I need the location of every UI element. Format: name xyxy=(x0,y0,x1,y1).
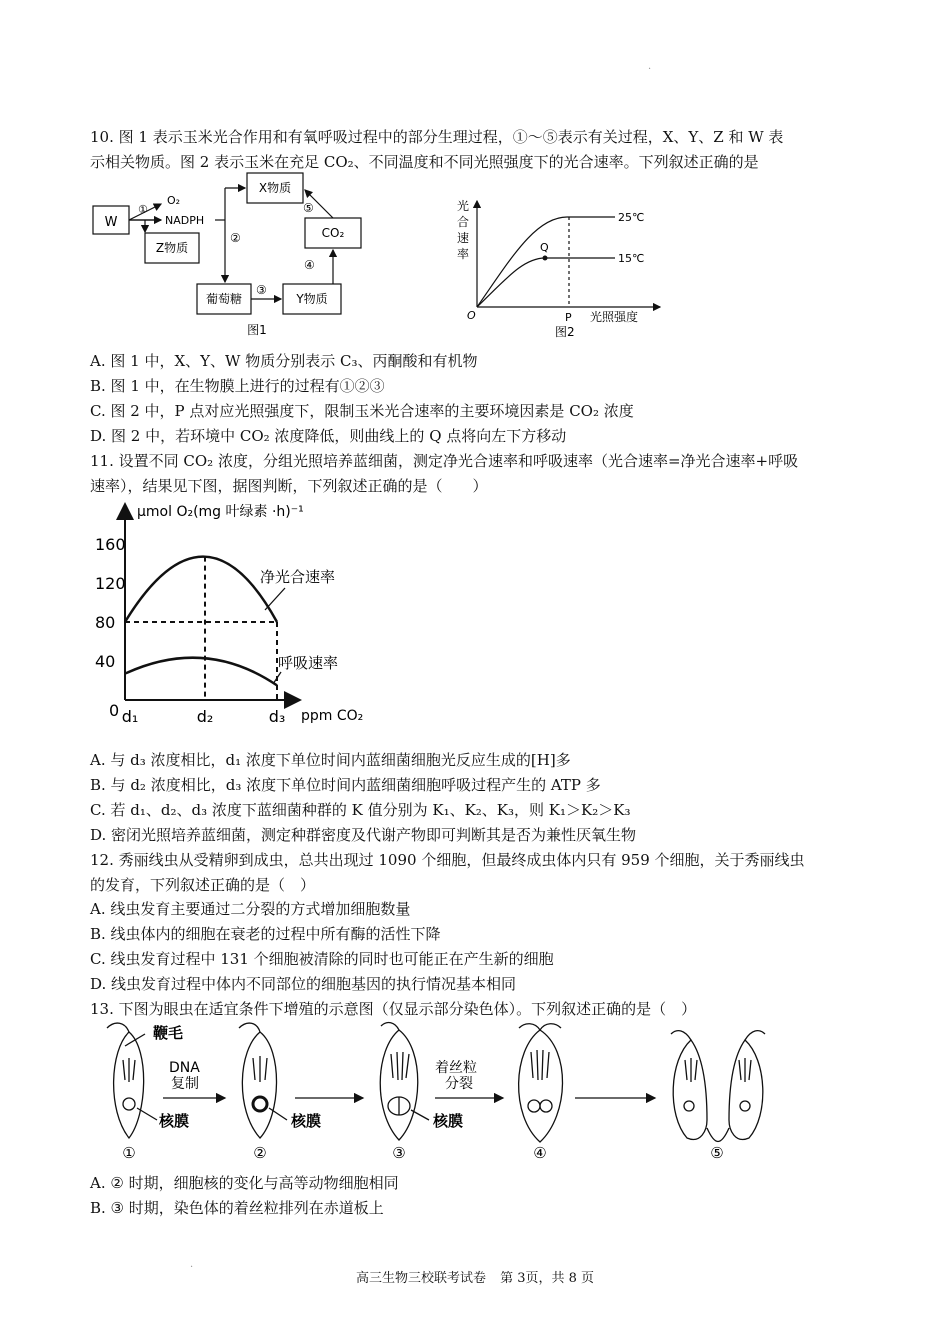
q10-option-b: B. 图 1 中，在生物膜上进行的过程有①②③ xyxy=(90,377,385,395)
y-tick-label: 0 xyxy=(109,701,120,720)
y-tick-label: 120 xyxy=(95,574,126,593)
page-footer xyxy=(0,1267,950,1286)
q12-option-a: A. 线虫发育主要通过二分裂的方式增加细胞数量 xyxy=(90,900,411,918)
euglena-split-label: 分裂 xyxy=(445,1076,473,1092)
chart-ylabel: μmol O₂(mg 叶绿素 ·h)⁻¹ xyxy=(137,504,304,520)
scan-dot-footer: · xyxy=(190,1262,194,1273)
series-net-photosynthesis xyxy=(125,557,277,622)
q10-option-c: C. 图 2 中，P 点对应光照强度下，限制玉米光合速率的主要环境因素是 CO₂ 浓度 xyxy=(90,402,634,420)
fig2-25c-label: 25℃ xyxy=(618,211,645,224)
q11-option-a: A. 与 d₃ 浓度相比，d₁ 浓度下单位时间内蓝细菌细胞光反应生成的[H]多 xyxy=(90,751,571,769)
euglena-stage-1: ① xyxy=(122,1144,136,1162)
q12-stem-line1: 12. 秀丽线虫从受精卵到成虫，总共出现过 1090 个细胞，但最终成虫体内只有 959 个细胞，关于秀丽线虫 xyxy=(90,851,805,869)
q13-stem: 13. 下图为眼虫在适宜条件下增殖的示意图（仅显示部分染色体）。下列叙述正确的是（ ） xyxy=(90,1000,697,1018)
x-tick-label: d₂ xyxy=(196,707,214,726)
q13-option-b: B. ③ 时期，染色体的着丝粒排列在赤道板上 xyxy=(90,1199,384,1217)
fig1-step5-label: ⑤ xyxy=(303,201,314,215)
figure-2 xyxy=(455,195,670,345)
fig2-15c-label: 15℃ xyxy=(618,252,645,265)
x-tick-label: d₁ xyxy=(121,707,139,726)
fig1-nadph-label: NADPH xyxy=(165,214,205,227)
euglena-stage-3: ③ xyxy=(392,1144,406,1162)
x-tick-label: d₃ xyxy=(268,707,286,726)
series-respiration xyxy=(125,658,277,686)
fig2-q-label: Q xyxy=(540,241,549,254)
q10-stem-line1: 10. 图 1 表示玉米光合作用和有氧呼吸过程中的部分生理过程，①～⑤表示有关过程，X、Y、Z 和 W 表 xyxy=(90,128,784,146)
euglena-flagellum-label: 鞭毛 xyxy=(153,1024,184,1042)
label-pointer xyxy=(273,672,281,684)
fig1-o2-label: O₂ xyxy=(167,194,181,207)
q11-option-c: C. 若 d₁、d₂、d₃ 浓度下蓝细菌种群的 K 值分别为 K₁、K₂、K₃，则 K₁＞K₂＞K₃ xyxy=(90,801,631,819)
fig1-x-label: X物质 xyxy=(258,181,292,195)
fig2-p-label: P xyxy=(565,311,572,324)
fig2-ylabel-2: 合 xyxy=(457,215,470,229)
fig1-step1-label: ① xyxy=(138,203,148,216)
euglena-membrane-label-3: 核膜 xyxy=(433,1112,464,1130)
footer-title: 高三生物三校联考试卷 xyxy=(355,1271,486,1286)
q12-stem-line2: 的发育，下列叙述正确的是（ ） xyxy=(90,876,316,894)
fig2-caption: 图2 xyxy=(555,325,575,339)
fig1-glucose-label: 葡萄糖 xyxy=(205,292,243,306)
q12-option-c: C. 线虫发育过程中 131 个细胞被清除的同时也可能正在产生新的细胞 xyxy=(90,950,554,968)
euglena-stage-2: ② xyxy=(253,1144,267,1162)
q11-stem-line1: 11. 设置不同 CO₂ 浓度，分组光照培养蓝细菌，测定净光合速率和呼吸速率（光合速率=净光合速率+呼吸 xyxy=(90,452,799,470)
q11-option-d: D. 密闭光照培养蓝细菌，测定种群密度及代谢产物即可判断其是否为兼性厌氧生物 xyxy=(90,826,637,844)
q11-stem-line2: 速率），结果见下图，据图判断，下列叙述正确的是（ ） xyxy=(90,477,488,495)
euglena-replication-label: 复制 xyxy=(171,1076,199,1092)
series-label-respiration: 呼吸速率 xyxy=(278,654,339,672)
q10-option-d: D. 图 2 中，若环境中 CO₂ 浓度降低，则曲线上的 Q 点将向左下方移动 xyxy=(90,427,567,445)
fig2-origin: O xyxy=(467,309,476,322)
q13-option-a: A. ② 时期，细胞核的变化与高等动物细胞相同 xyxy=(90,1174,399,1192)
euglena-stage-4: ④ xyxy=(533,1144,547,1162)
fig2-ylabel-1: 光 xyxy=(457,199,470,213)
q11-option-b: B. 与 d₂ 浓度相比，d₃ 浓度下单位时间内蓝细菌细胞呼吸过程产生的 ATP 多 xyxy=(90,776,601,794)
euglena-centromere-label: 着丝粒 xyxy=(435,1060,477,1076)
footer-page: 第 3页，共 8 页 xyxy=(500,1271,595,1286)
fig1-step4-label: ④ xyxy=(304,258,315,272)
q10-stem-line2: 示相关物质。图 2 表示玉米在充足 CO₂、不同温度和不同光照强度下的光合速率。下列叙述正确的是 xyxy=(90,153,759,171)
scan-dot: · xyxy=(648,64,652,75)
q12-option-d: D. 线虫发育过程中体内不同部位的细胞基因的执行情况基本相同 xyxy=(90,975,517,993)
y-tick-label: 160 xyxy=(95,535,126,554)
fig2-ylabel-3: 速 xyxy=(457,231,470,245)
euglena-membrane-label-1: 核膜 xyxy=(159,1112,190,1130)
y-tick-label: 40 xyxy=(95,652,116,671)
q11-chart xyxy=(95,498,380,733)
euglena-stage-5: ⑤ xyxy=(710,1144,724,1162)
fig2-xlabel: 光照强度 xyxy=(590,310,639,324)
fig1-step3-label: ③ xyxy=(256,283,267,297)
euglena-dna-label: DNA xyxy=(169,1060,200,1076)
y-tick-label: 80 xyxy=(95,613,116,632)
fig1-w-label: W xyxy=(104,215,118,230)
label-pointer xyxy=(265,588,285,610)
fig1-step2-label: ② xyxy=(230,231,241,245)
figure-1 xyxy=(85,168,385,340)
q12-option-b: B. 线虫体内的细胞在衰老的过程中所有酶的活性下降 xyxy=(90,925,441,943)
chart-xlabel: ppm CO₂ xyxy=(301,708,364,724)
fig1-z-label: Z物质 xyxy=(155,241,189,255)
figure-euglena xyxy=(95,1020,785,1165)
fig1-y-label: Y物质 xyxy=(296,292,328,306)
fig1-co2-label: CO₂ xyxy=(321,226,345,240)
fig1-caption: 图1 xyxy=(247,323,267,337)
q10-option-a: A. 图 1 中，X、Y、W 物质分别表示 C₃、丙酮酸和有机物 xyxy=(90,352,478,370)
series-label-net: 净光合速率 xyxy=(260,568,336,586)
euglena-membrane-label-2: 核膜 xyxy=(291,1112,322,1130)
fig2-ylabel-4: 率 xyxy=(457,247,470,261)
